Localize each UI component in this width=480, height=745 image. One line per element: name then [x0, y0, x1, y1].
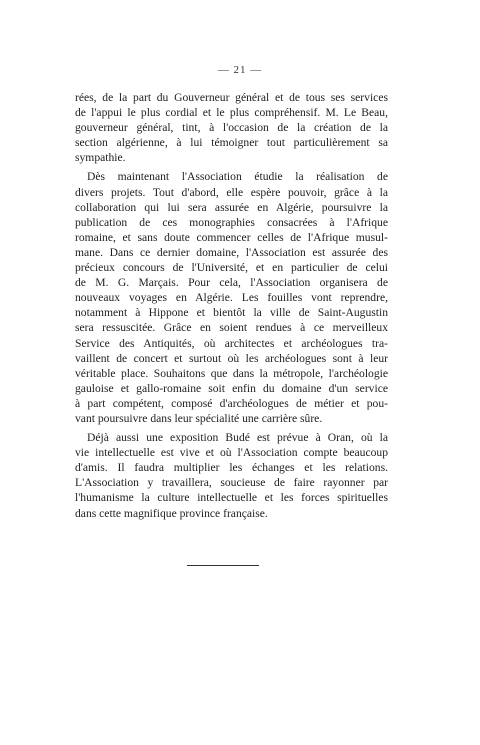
- text-line: Déjà aussi une exposition Budé est prévue à Oran, où la: [87, 431, 388, 445]
- text-line: mane. Dans ce dernier domaine, l'Association est assurée des: [75, 245, 388, 259]
- text-line: Dès maintenant l'Association étudie la réalisation de: [87, 170, 388, 184]
- paragraph-3: [75, 430, 388, 521]
- text-line: l'humanisme la culture intellectuelle et les forces spirituelles: [75, 491, 388, 505]
- paragraph-2: [75, 169, 388, 426]
- text-line: collaboration qui lui sera assurée en Algérie, poursuivre la: [75, 200, 388, 214]
- text-line: gouverneur général, tint, à l'occasion de la création de la: [75, 121, 388, 135]
- text-line: sympathie.: [75, 151, 126, 165]
- text-line: vaillent de concert et surtout où les archéologues sont à leur: [75, 351, 388, 365]
- text-line: vie intellectuelle est vive et où l'Association compte beaucoup: [75, 446, 388, 460]
- text-line: rées, de la part du Gouverneur général et de tous ses services: [75, 91, 388, 104]
- text-line: romaine, et sans doute commencer celles de l'Afrique musul-: [75, 230, 388, 244]
- text-line: L'Association y travaillera, soucieuse de faire rayonner par: [75, 476, 388, 490]
- text-line: précieux concours de l'Université, et en particulier de celui: [75, 261, 388, 275]
- text-line: d'amis. Il faudra multiplier les échanges et les relations.: [75, 461, 388, 475]
- paragraph-1: [75, 90, 388, 165]
- closing-rule: [187, 565, 259, 566]
- text-line: notamment à Hippone et bientôt la ville de Saint-Augustin: [75, 306, 388, 320]
- text-line: sera ressuscitée. Grâce en soient rendues à ce merveilleux: [75, 321, 388, 335]
- text-line: divers projets. Tout d'abord, elle espère pouvoir, grâce à la: [75, 185, 388, 199]
- text-line: gauloise et gallo-romaine soit enfin du domaine d'un service: [75, 381, 388, 395]
- text-line: Service des Antiquités, où architectes et archéologues tra-: [75, 336, 388, 350]
- text-line: de M. G. Marçais. Pour cela, l'Association organisera de: [75, 276, 388, 290]
- text-line: nouveaux voyages en Algérie. Les fouilles vont reprendre,: [75, 291, 388, 305]
- body-text: [75, 90, 388, 525]
- text-line: vant poursuivre dans leur spécialité une carrière sûre.: [75, 411, 323, 425]
- page-number: — 21 —: [217, 64, 263, 76]
- text-line: de l'appui le plus cordial et le plus compréhensif. M. Le Beau,: [75, 106, 388, 120]
- text-line: publication de ces monographies consacrées à l'Afrique: [75, 215, 388, 229]
- text-line: dans cette magnifique province française.: [75, 506, 268, 520]
- text-line: véritable place. Souhaitons que dans la métropole, l'archéologie: [75, 366, 388, 380]
- text-line: à part compétent, composé d'archéologues de métier et pou-: [75, 396, 388, 410]
- text-line: section algérienne, à lui témoigner tout particulièrement sa: [75, 136, 388, 150]
